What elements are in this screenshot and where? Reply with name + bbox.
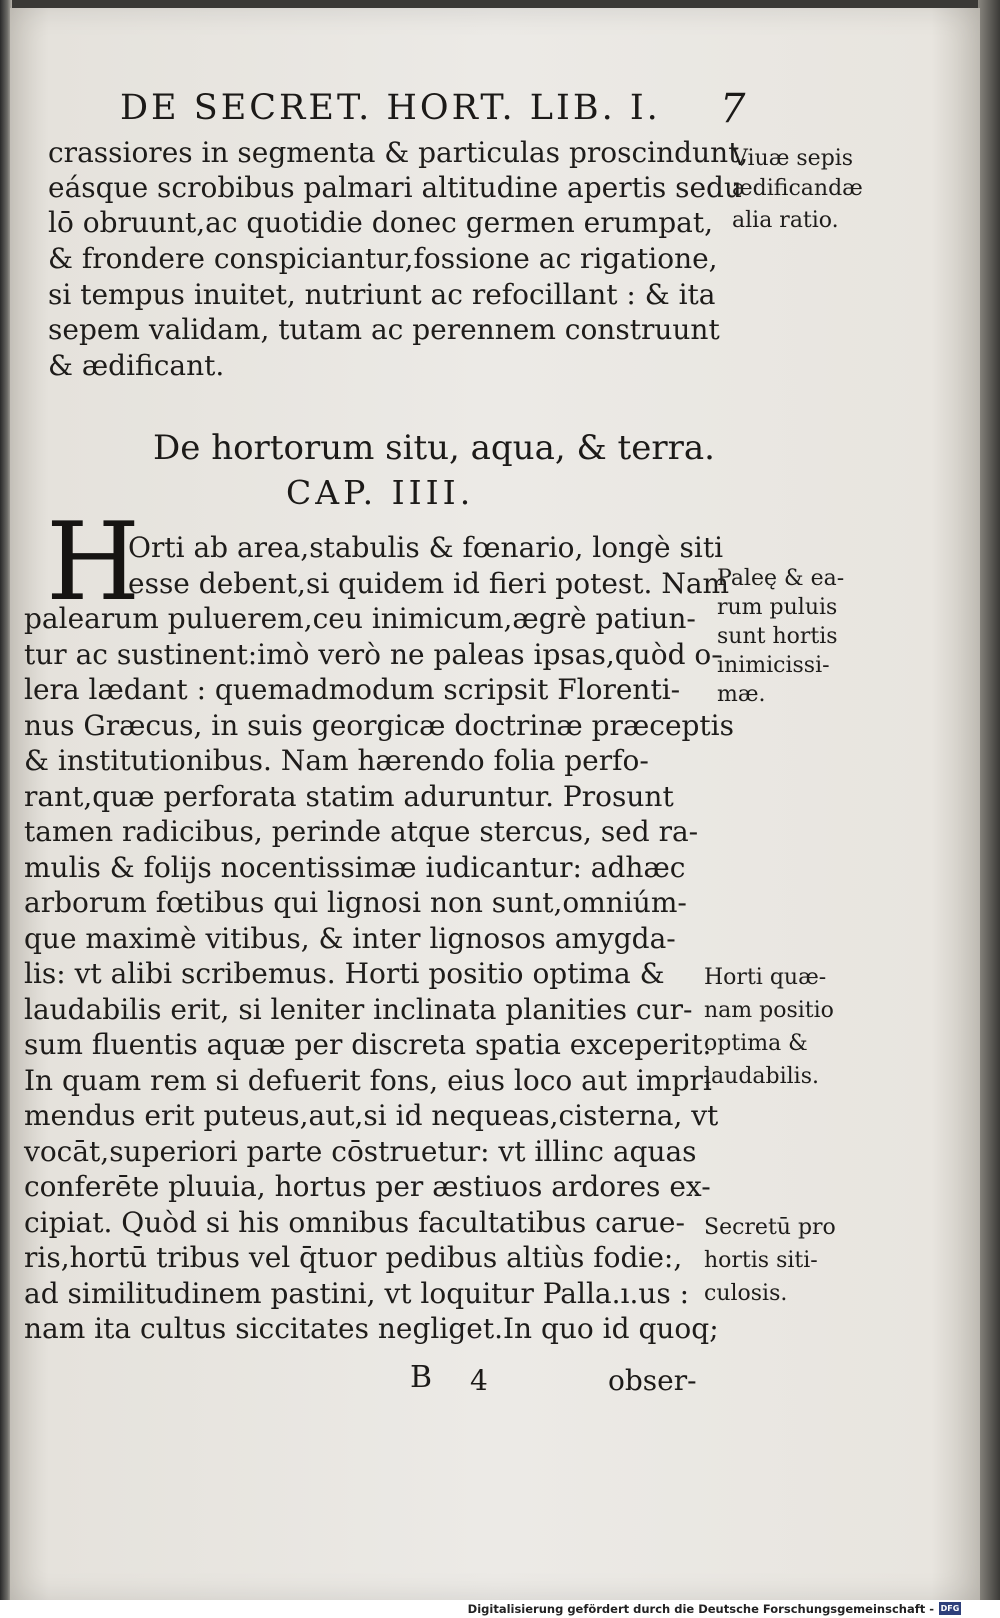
text-line: & institutionibus. Nam hærendo folia perfo- bbox=[24, 744, 649, 777]
text-line: lis: vt alibi scribemus. Horti positio optima & bbox=[24, 957, 665, 990]
dfg-logo: DFG bbox=[940, 1604, 960, 1613]
text-line: esse debent,si quidem id fieri potest. Nam bbox=[128, 567, 730, 600]
margin-note-line: sunt hortis bbox=[717, 624, 838, 649]
text-line: lō obruunt,ac quotidie donec germen erumpat, bbox=[48, 206, 713, 239]
text-line: si tempus inuitet, nutriunt ac refocillant : & ita bbox=[48, 278, 716, 311]
text-line: que maximè vitibus, & inter lignosos amygda- bbox=[24, 922, 676, 955]
text-line: In quam rem si defuerit fons, eius loco aut impri bbox=[24, 1064, 712, 1097]
text-line: ris,hortū tribus vel q̄tuor pedibus altiùs fodie:, bbox=[24, 1241, 683, 1274]
text-line: Orti ab area,stabulis & fœnario, longè siti bbox=[128, 531, 724, 564]
text-line: & frondere conspiciantur,fossione ac rigatione, bbox=[48, 242, 718, 275]
signature-mark: B bbox=[410, 1360, 433, 1395]
text-line: eásque scrobibus palmari altitudine apertis sedu bbox=[48, 171, 742, 204]
text-line: sum fluentis aquæ per discreta spatia exceperit. bbox=[24, 1028, 712, 1061]
signature-number: 4 bbox=[470, 1364, 488, 1397]
margin-note-line: alia ratio. bbox=[732, 208, 839, 233]
margin-note-line: hortis siti- bbox=[704, 1248, 818, 1273]
running-head: DE SECRET. HORT. LIB. I. bbox=[120, 88, 661, 128]
margin-note-line: mæ. bbox=[717, 682, 766, 707]
funding-credit: Digitalisierung gefördert durch die Deutsche Forschungsgemeinschaft - bbox=[467, 1602, 934, 1616]
text-line: rant,quæ perforata statim aduruntur. Prosunt bbox=[24, 780, 674, 813]
text-line: arborum fœtibus qui lignosi non sunt,omniúm- bbox=[24, 886, 687, 919]
text-line: tamen radicibus, perinde atque stercus, sed ra- bbox=[24, 815, 699, 848]
margin-note-line: inimicissi- bbox=[717, 653, 830, 678]
scan-edge-right bbox=[978, 0, 1000, 1600]
text-line: lera lædant : quemadmodum scripsit Florenti- bbox=[24, 673, 681, 706]
page-number: 7 bbox=[720, 86, 746, 132]
margin-note-line: Horti quæ- bbox=[704, 965, 827, 990]
drop-capital: H bbox=[46, 500, 141, 625]
text-line: sepem validam, tutam ac perennem construunt bbox=[48, 313, 720, 346]
text-line: laudabilis erit, si leniter inclinata planities cur- bbox=[24, 993, 693, 1026]
text-line: conferēte pluuia, hortus per æstiuos ardores ex- bbox=[24, 1170, 711, 1203]
text-line: & ædificant. bbox=[48, 349, 225, 382]
text-line: palearum puluerem,ceu inimicum,ægrè patiun- bbox=[24, 602, 696, 635]
text-line: cipiat. Quòd si his omnibus facultatibus carue- bbox=[24, 1206, 685, 1239]
text-line: nam ita cultus siccitates negliget.In quo id quoq; bbox=[24, 1312, 719, 1345]
margin-note-line: rum puluis bbox=[717, 595, 838, 620]
text-line: vocāt,superiori parte cōstruetur: vt illinc aquas bbox=[24, 1135, 697, 1168]
chapter-title: De hortorum situ, aqua, & terra. bbox=[153, 428, 715, 468]
text-line: tur ac sustinent:imò verò ne paleas ipsas,quòd o- bbox=[24, 638, 721, 671]
chapter-number: CAP. IIII. bbox=[286, 473, 475, 512]
margin-note-line: ædificandæ bbox=[732, 176, 863, 201]
page-header bbox=[120, 88, 780, 138]
text-line: nus Græcus, in suis georgicæ doctrinæ præceptis bbox=[24, 709, 735, 742]
text-line: mulis & folijs nocentissimæ iudicantur: adhæc bbox=[24, 851, 686, 884]
margin-note-line: optima & bbox=[704, 1031, 808, 1056]
margin-note-line: nam positio bbox=[704, 998, 834, 1023]
margin-note-line: culosis. bbox=[704, 1281, 788, 1306]
book-page bbox=[10, 8, 980, 1600]
text-line: mendus erit puteus,aut,si id nequeas,cisterna, vt bbox=[24, 1099, 719, 1132]
margin-note-line: Secretū pro bbox=[704, 1215, 836, 1240]
text-line: crassiores in segmenta & particulas proscindunt, bbox=[48, 136, 749, 169]
text-line: ad similitudinem pastini, vt loquitur Palla.ı.us : bbox=[24, 1277, 690, 1310]
margin-note-line: Paleę & ea- bbox=[717, 566, 845, 591]
margin-note-line: laudabilis. bbox=[704, 1064, 819, 1089]
margin-note-line: Viuæ sepis bbox=[732, 146, 854, 171]
catchword: obser- bbox=[608, 1364, 697, 1397]
